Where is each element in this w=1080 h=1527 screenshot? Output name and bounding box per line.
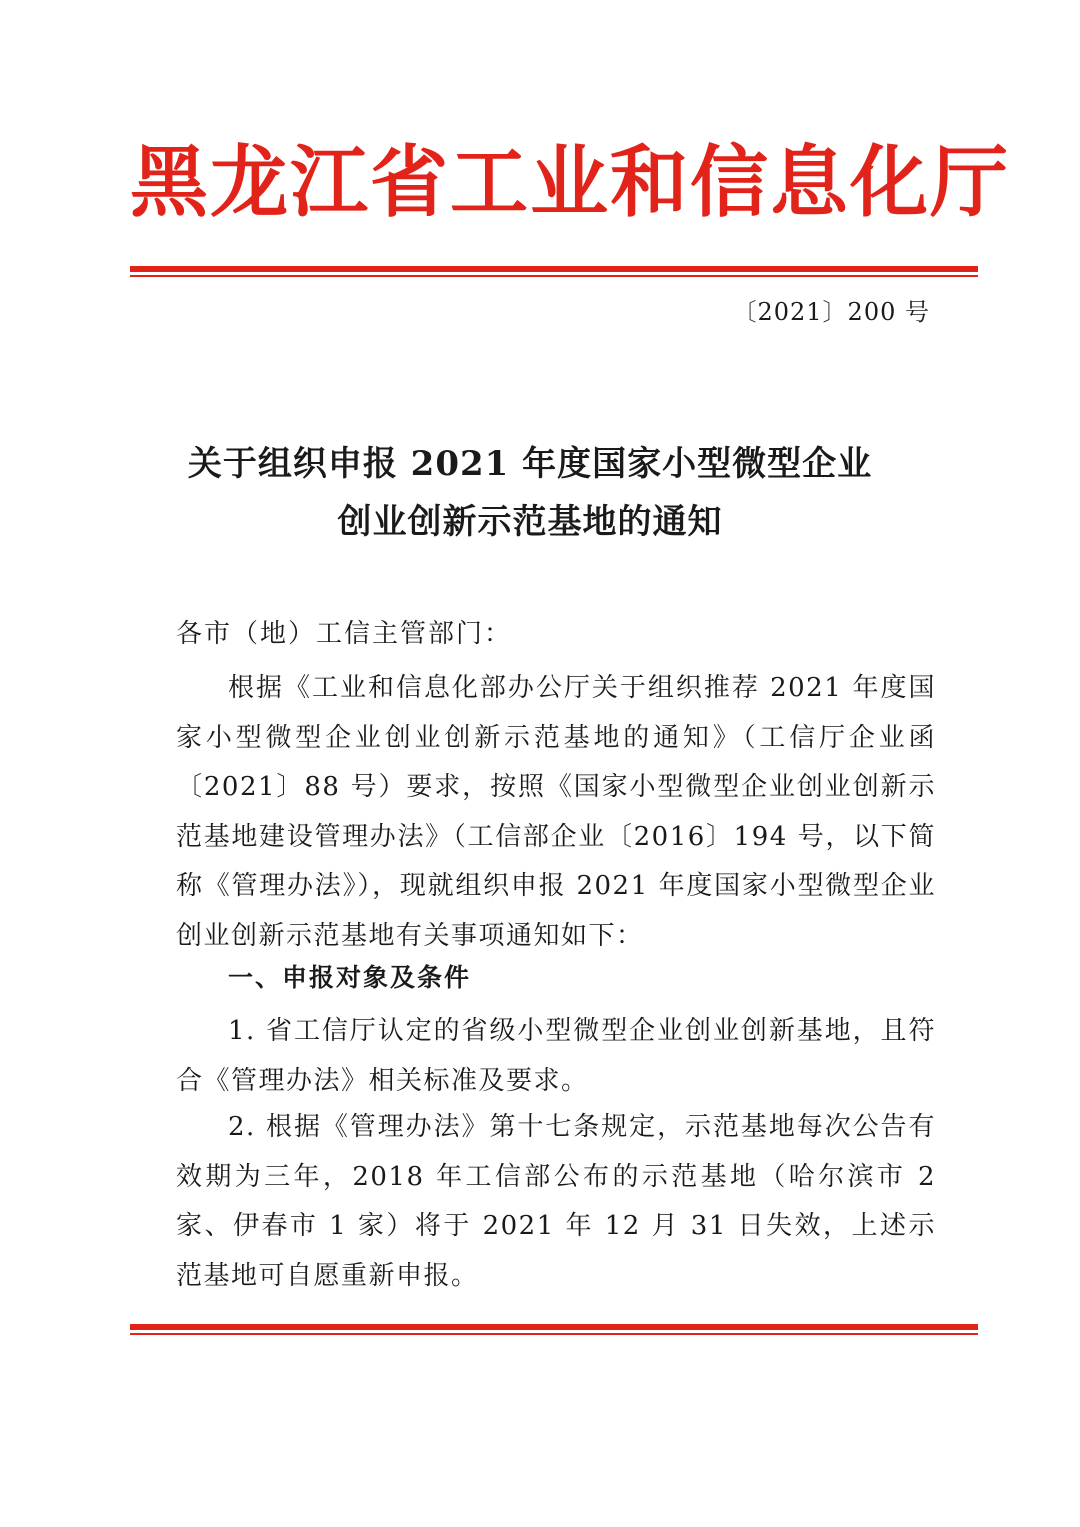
- item-1-block: [176, 1007, 936, 1106]
- footer-red-rule: [130, 1324, 978, 1335]
- masthead-red-rule: [130, 266, 978, 277]
- section-1-heading: 一、申报对象及条件: [228, 963, 472, 992]
- salutation: 各市（地）工信主管部门：: [176, 619, 513, 649]
- document-title-line-1: 关于组织申报 2021 年度国家小型微型企业: [187, 444, 873, 484]
- intro-paragraph: 根据《工业和信息化部办公厅关于组织推荐 2021 年度国家小型微型企业创业创新示范基地的通知》（工信厅企业函〔2021〕88 号）要求，按照《国家小型微型企业创业创新示范基地建设管理办法》（工信部企业〔2016〕194 号，以下简称《管理办法》），现就组织申报 2021 年度国家小型微型企业创业创新示范基地有关事项通知如下：: [176, 673, 936, 951]
- red-rule-thick-line: [130, 266, 978, 272]
- item-1-paragraph: 1. 省工信厅认定的省级小型微型企业创业创新基地，且符合《管理办法》相关标准及要求。: [176, 1016, 936, 1096]
- footer-rule-thick-line: [130, 1324, 978, 1330]
- document-number: 〔2021〕200 号: [732, 298, 930, 326]
- red-rule-thin-line: [130, 275, 978, 277]
- document-title-line-2: 创业创新示范基地的通知: [337, 502, 723, 542]
- item-2-block: [176, 1103, 936, 1301]
- footer-rule-thin-line: [130, 1333, 978, 1335]
- masthead-agency-name: 黑龙江省工业和信息化厅: [130, 138, 1011, 228]
- item-2-paragraph: 2. 根据《管理办法》第十七条规定，示范基地每次公告有效期为三年，2018 年工信部公布的示范基地（哈尔滨市 2 家、伊春市 1 家）将于 2021 年 12 月 31 日失效，上述示范基地可自愿重新申报。: [176, 1112, 936, 1291]
- intro-paragraph-block: [176, 664, 936, 962]
